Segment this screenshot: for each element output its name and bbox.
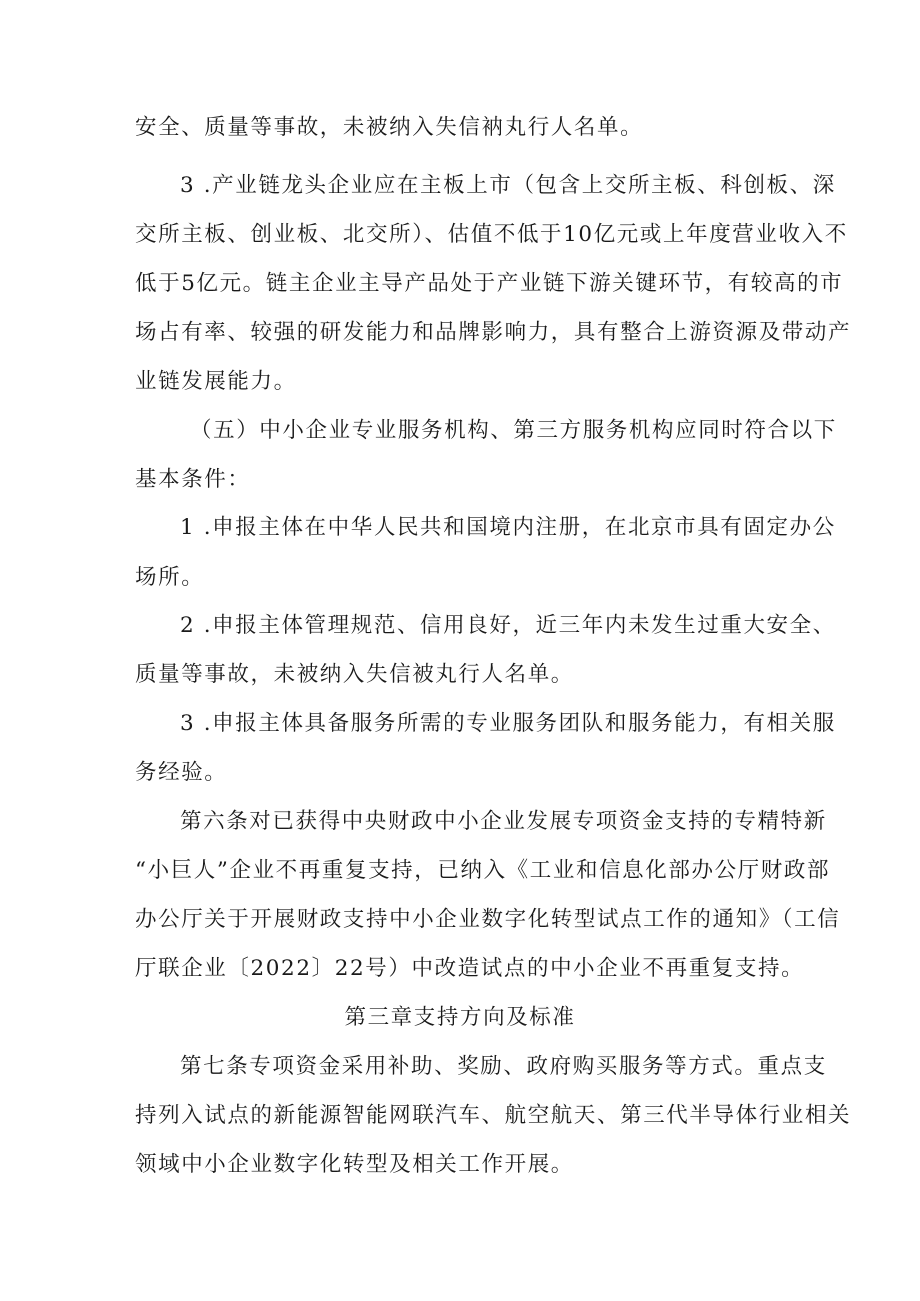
chapter-heading: 第三章支持方向及标准: [344, 1005, 576, 1030]
article-seven-line: 第七条专项资金采用补助、奖励、政府购买服务等方式。重点支: [180, 1054, 827, 1079]
text-line: 质量等事故，未被纳入失信被丸行人名单。: [135, 662, 574, 687]
text-line: 办公厅关于开展财政支持中小企业数字化转型试点工作的通知》（工信: [135, 907, 841, 932]
text-line: 场所。: [135, 565, 205, 590]
text-line: 厅联企业〔2022〕22号）中改造试点的中小企业不再重复支持。: [135, 956, 805, 981]
text-line: 1 .申报主体在中华人民共和国境内注册，在北京市具有固定办公: [180, 515, 836, 540]
text-line: 2 .申报主体管理规范、信用良好，近三年内未发生过重大安全、: [180, 613, 836, 638]
text-line: 业链发展能力。: [135, 369, 297, 394]
text-line: “小巨人”企业不再重复支持，已纳入《工业和信息化部办公厅财政部: [135, 858, 831, 883]
text-line: 基本条件：: [135, 467, 251, 492]
section-heading: （五）中小企业专业服务机构、第三方服务机构应同时符合以下: [190, 418, 837, 443]
text-line: 交所主板、创业板、北交所）、估值不低于10亿元或上年度营业收入不: [135, 222, 848, 247]
text-line: 务经验。: [135, 760, 228, 785]
text-line: 领域中小企业数字化转型及相关工作开展。: [135, 1152, 574, 1177]
text-line: 3 .产业链龙头企业应在主板上市（包含上交所主板、科创板、深: [180, 173, 836, 198]
text-line: 低于5亿元。链主企业主导产品处于产业链下游关键环节，有较高的市: [135, 271, 844, 296]
text-line: 安全、质量等事故，未被纳入失信衲丸行人名单。: [135, 115, 644, 140]
text-line: 3 .申报主体具备服务所需的专业服务团队和服务能力，有相关服: [180, 711, 836, 736]
text-line: 场占有率、较强的研发能力和品牌影响力，具有整合上游资源及带动产: [135, 320, 852, 345]
article-six-line: 第六条对已获得中央财政中小企业发展专项资金支持的专精特新: [180, 809, 827, 834]
text-line: 持列入试点的新能源智能网联汽车、航空航天、第三代半导体行业相关: [135, 1103, 852, 1128]
